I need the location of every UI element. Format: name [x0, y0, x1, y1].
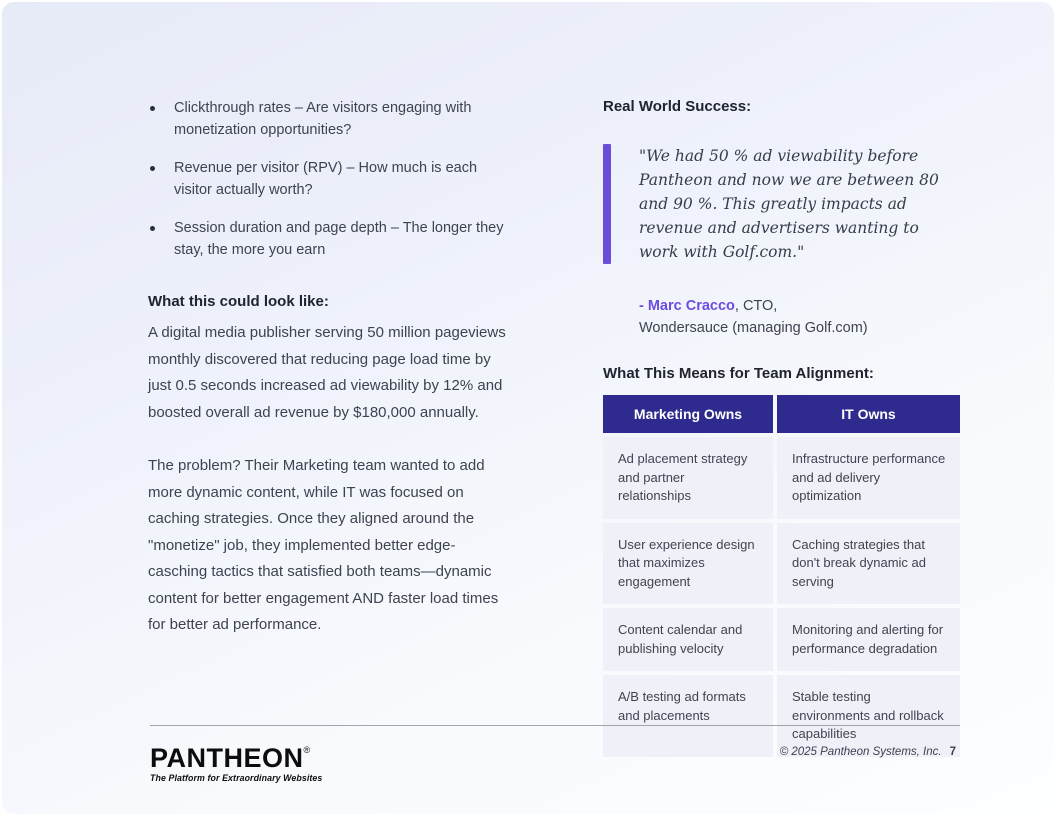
table-cell: A/B testing ad formats and placements: [603, 675, 773, 757]
table-cell: Infrastructure performance and ad delivery optimization: [777, 437, 960, 519]
left-column: [148, 98, 506, 666]
section-heading-team-alignment: What This Means for Team Alignment:: [603, 365, 874, 382]
pantheon-logo: [150, 737, 322, 783]
list-item: [148, 158, 506, 201]
bullet-list: [148, 98, 506, 261]
table-cell: User experience design that maximizes engagement: [603, 523, 773, 605]
quote-text: "We had 50 % ad viewability before Pantheon and now we are between 80 and 90 %. This greatly impacts ad revenue and advertisers wanting to work with Golf.com.": [639, 147, 939, 261]
bullet-text: Clickthrough rates – Are visitors engaging with monetization opportunities?: [174, 100, 472, 138]
section-heading-what-this-could-look-like: What this could look like:: [148, 293, 329, 310]
registered-trademark-icon: ®: [303, 745, 311, 755]
section-heading-real-world-success: Real World Success:: [603, 98, 752, 115]
bullet-dot-icon: [150, 166, 155, 171]
pantheon-wordmark: [150, 737, 322, 772]
ownership-table: [603, 395, 960, 757]
right-column: [603, 98, 960, 757]
attribution-line-1: [639, 296, 960, 318]
bullet-text: Session duration and page depth – The longer they stay, the more you earn: [174, 220, 504, 258]
logo-text: PANTHEON: [150, 743, 304, 773]
bullet-dot-icon: [150, 106, 155, 111]
bullet-dot-icon: [150, 226, 155, 231]
table-cell: Stable testing environments and rollback capabilities: [777, 675, 960, 757]
footer-copyright: [780, 746, 956, 758]
list-item: [148, 218, 506, 261]
paragraph-case-study: A digital media publisher serving 50 million pageviews monthly discovered that reducing page load time by just 0.5 seconds increased ad viewability by 12% and boosted overall ad revenue by $180,000 annually.: [148, 324, 506, 421]
attribution-name: - Marc Cracco: [639, 298, 735, 314]
bullet-text: Revenue per visitor (RPV) – How much is each visitor actually worth?: [174, 160, 478, 198]
logo-tagline: The Platform for Extraordinary Websites: [150, 773, 323, 783]
pull-quote: [603, 144, 960, 264]
list-item: [148, 98, 506, 141]
quote-accent-bar: [603, 144, 611, 264]
footer-divider: [150, 725, 960, 726]
table-header-marketing: Marketing Owns: [603, 395, 773, 433]
table-cell: Content calendar and publishing velocity: [603, 608, 773, 671]
page-number: 7: [949, 746, 956, 758]
copyright-text: © 2025 Pantheon Systems, Inc.: [779, 746, 942, 758]
attribution-org: Wondersauce (managing Golf.com): [639, 319, 868, 336]
quote-attribution: [603, 296, 960, 339]
table-header-it: IT Owns: [777, 395, 960, 433]
document-page: [2, 2, 1054, 814]
paragraph-problem: The problem? Their Marketing team wanted to add more dynamic content, while IT was focused on caching strategies. Once they aligned around the "monetize" job, they implemented better edge-casching tactics that satisfied both teams—dynamic content for better engagement AND faster load times for better ad performance.: [148, 457, 499, 633]
attribution-role: , CTO,: [734, 298, 778, 314]
table-cell: Caching strategies that don't break dynamic ad serving: [777, 523, 960, 605]
table-cell: Ad placement strategy and partner relationships: [603, 437, 773, 519]
table-cell: Monitoring and alerting for performance degradation: [777, 608, 960, 671]
